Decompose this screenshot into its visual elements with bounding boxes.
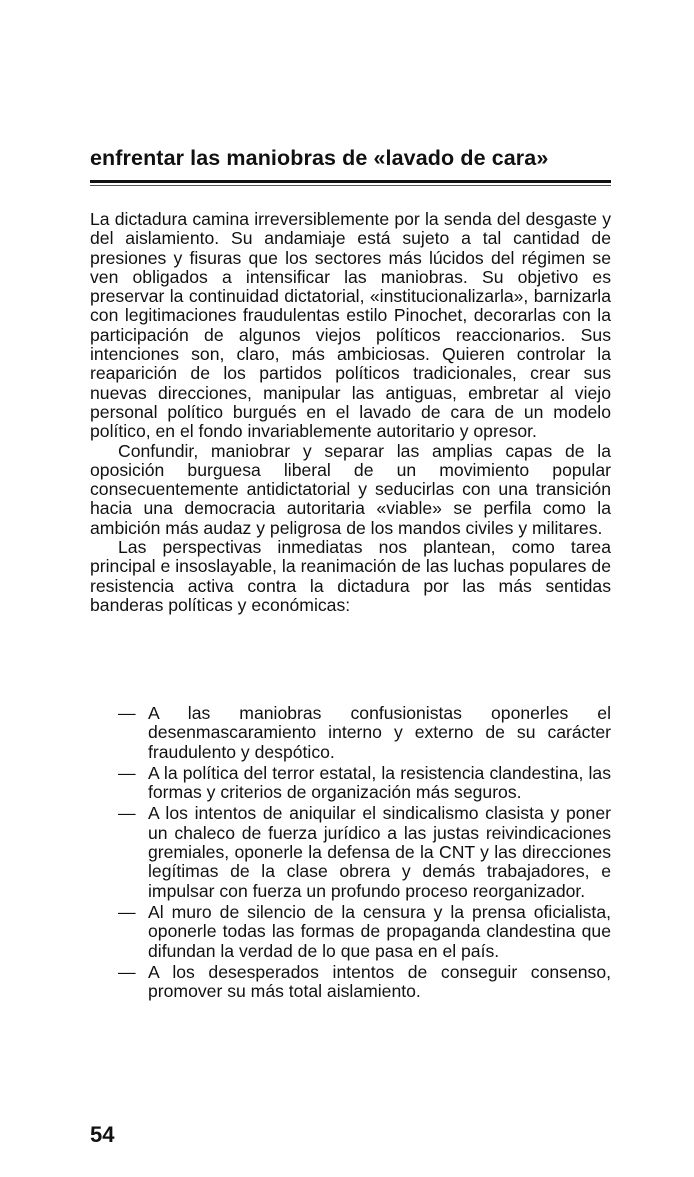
header-rule xyxy=(90,180,611,183)
list-item xyxy=(90,804,611,900)
header-rule-thin xyxy=(90,185,611,186)
body-text xyxy=(90,210,611,615)
list-item xyxy=(90,903,611,961)
paragraph: Confundir, maniobrar y separar las amplias capas de la oposición burguesa liberal de un movimiento popular consecuentemente antidictatorial y seducirlas con una transición hacia una democracia autoritaria «viable» se perfila como la ambición más audaz y peligrosa de los mandos civiles y militares. xyxy=(90,440,611,538)
dash-marker: — xyxy=(118,961,136,982)
dash-marker: — xyxy=(118,803,136,824)
running-head: enfrentar las maniobras de «lavado de cara» xyxy=(90,146,549,170)
list-item xyxy=(90,704,611,762)
dash-marker: — xyxy=(118,762,136,783)
page-number: 54 xyxy=(90,1122,115,1147)
list-item-text: A los desesperados intentos de conseguir consenso, promover su más total aislamiento. xyxy=(148,961,611,1002)
list-item xyxy=(90,764,611,803)
list-item-text: Al muro de silencio de la censura y la prensa oficialista, oponerle todas las formas de propaganda clandestina que difundan la verdad de lo que pasa en el país. xyxy=(148,901,611,961)
list-item-text: A los intentos de aniquilar el sindicalismo clasista y poner un chaleco de fuerza jurídico a las justas reivindicaciones gremiales, oponerle la defensa de la CNT y las direcciones legítimas de la clase obrera y demás trabajadores, e impulsar con fuerza un profundo proceso reorganizador. xyxy=(148,803,611,901)
dash-marker: — xyxy=(118,703,136,723)
list-item-text: A las maniobras confusionistas oponerles el desenmascaramiento interno y externo de su carácter fraudulento y despótico. xyxy=(148,703,611,762)
demands-list xyxy=(90,704,611,1003)
paragraph: Las perspectivas inmediatas nos plantean, como tarea principal e insoslayable, la reanimación de las luchas populares de resistencia activa contra la dictadura por las más sentidas banderas políticas y económicas: xyxy=(90,537,611,615)
list-item-text: A la política del terror estatal, la resistencia clandestina, las formas y criterios de organización más seguros. xyxy=(148,762,611,803)
dash-marker: — xyxy=(118,901,136,922)
paragraph: La dictadura camina irreversiblemente por la senda del desgaste y del aislamiento. Su andamiaje está sujeto a tal cantidad de presiones y fisuras que los sectores más lúcidos del régimen se ven obligados a intensificar las maniobras. Su objetivo es preservar la continuidad dictatorial, «institucionalizarla», barnizarla con legitimaciones fraudulentas estilo Pinochet, decorarlas con la participación de algunos viejos políticos reaccionarios. Sus intenciones son, claro, más ambiciosas. Quieren controlar la reaparición de los partidos políticos tradicionales, crear sus nuevas direcciones, manipular las antiguas, embretar al viejo personal político burgués en el lavado de cara de un modelo político, en el fondo invariablemente autoritario y opresor. xyxy=(90,209,611,442)
list-item xyxy=(90,963,611,1002)
